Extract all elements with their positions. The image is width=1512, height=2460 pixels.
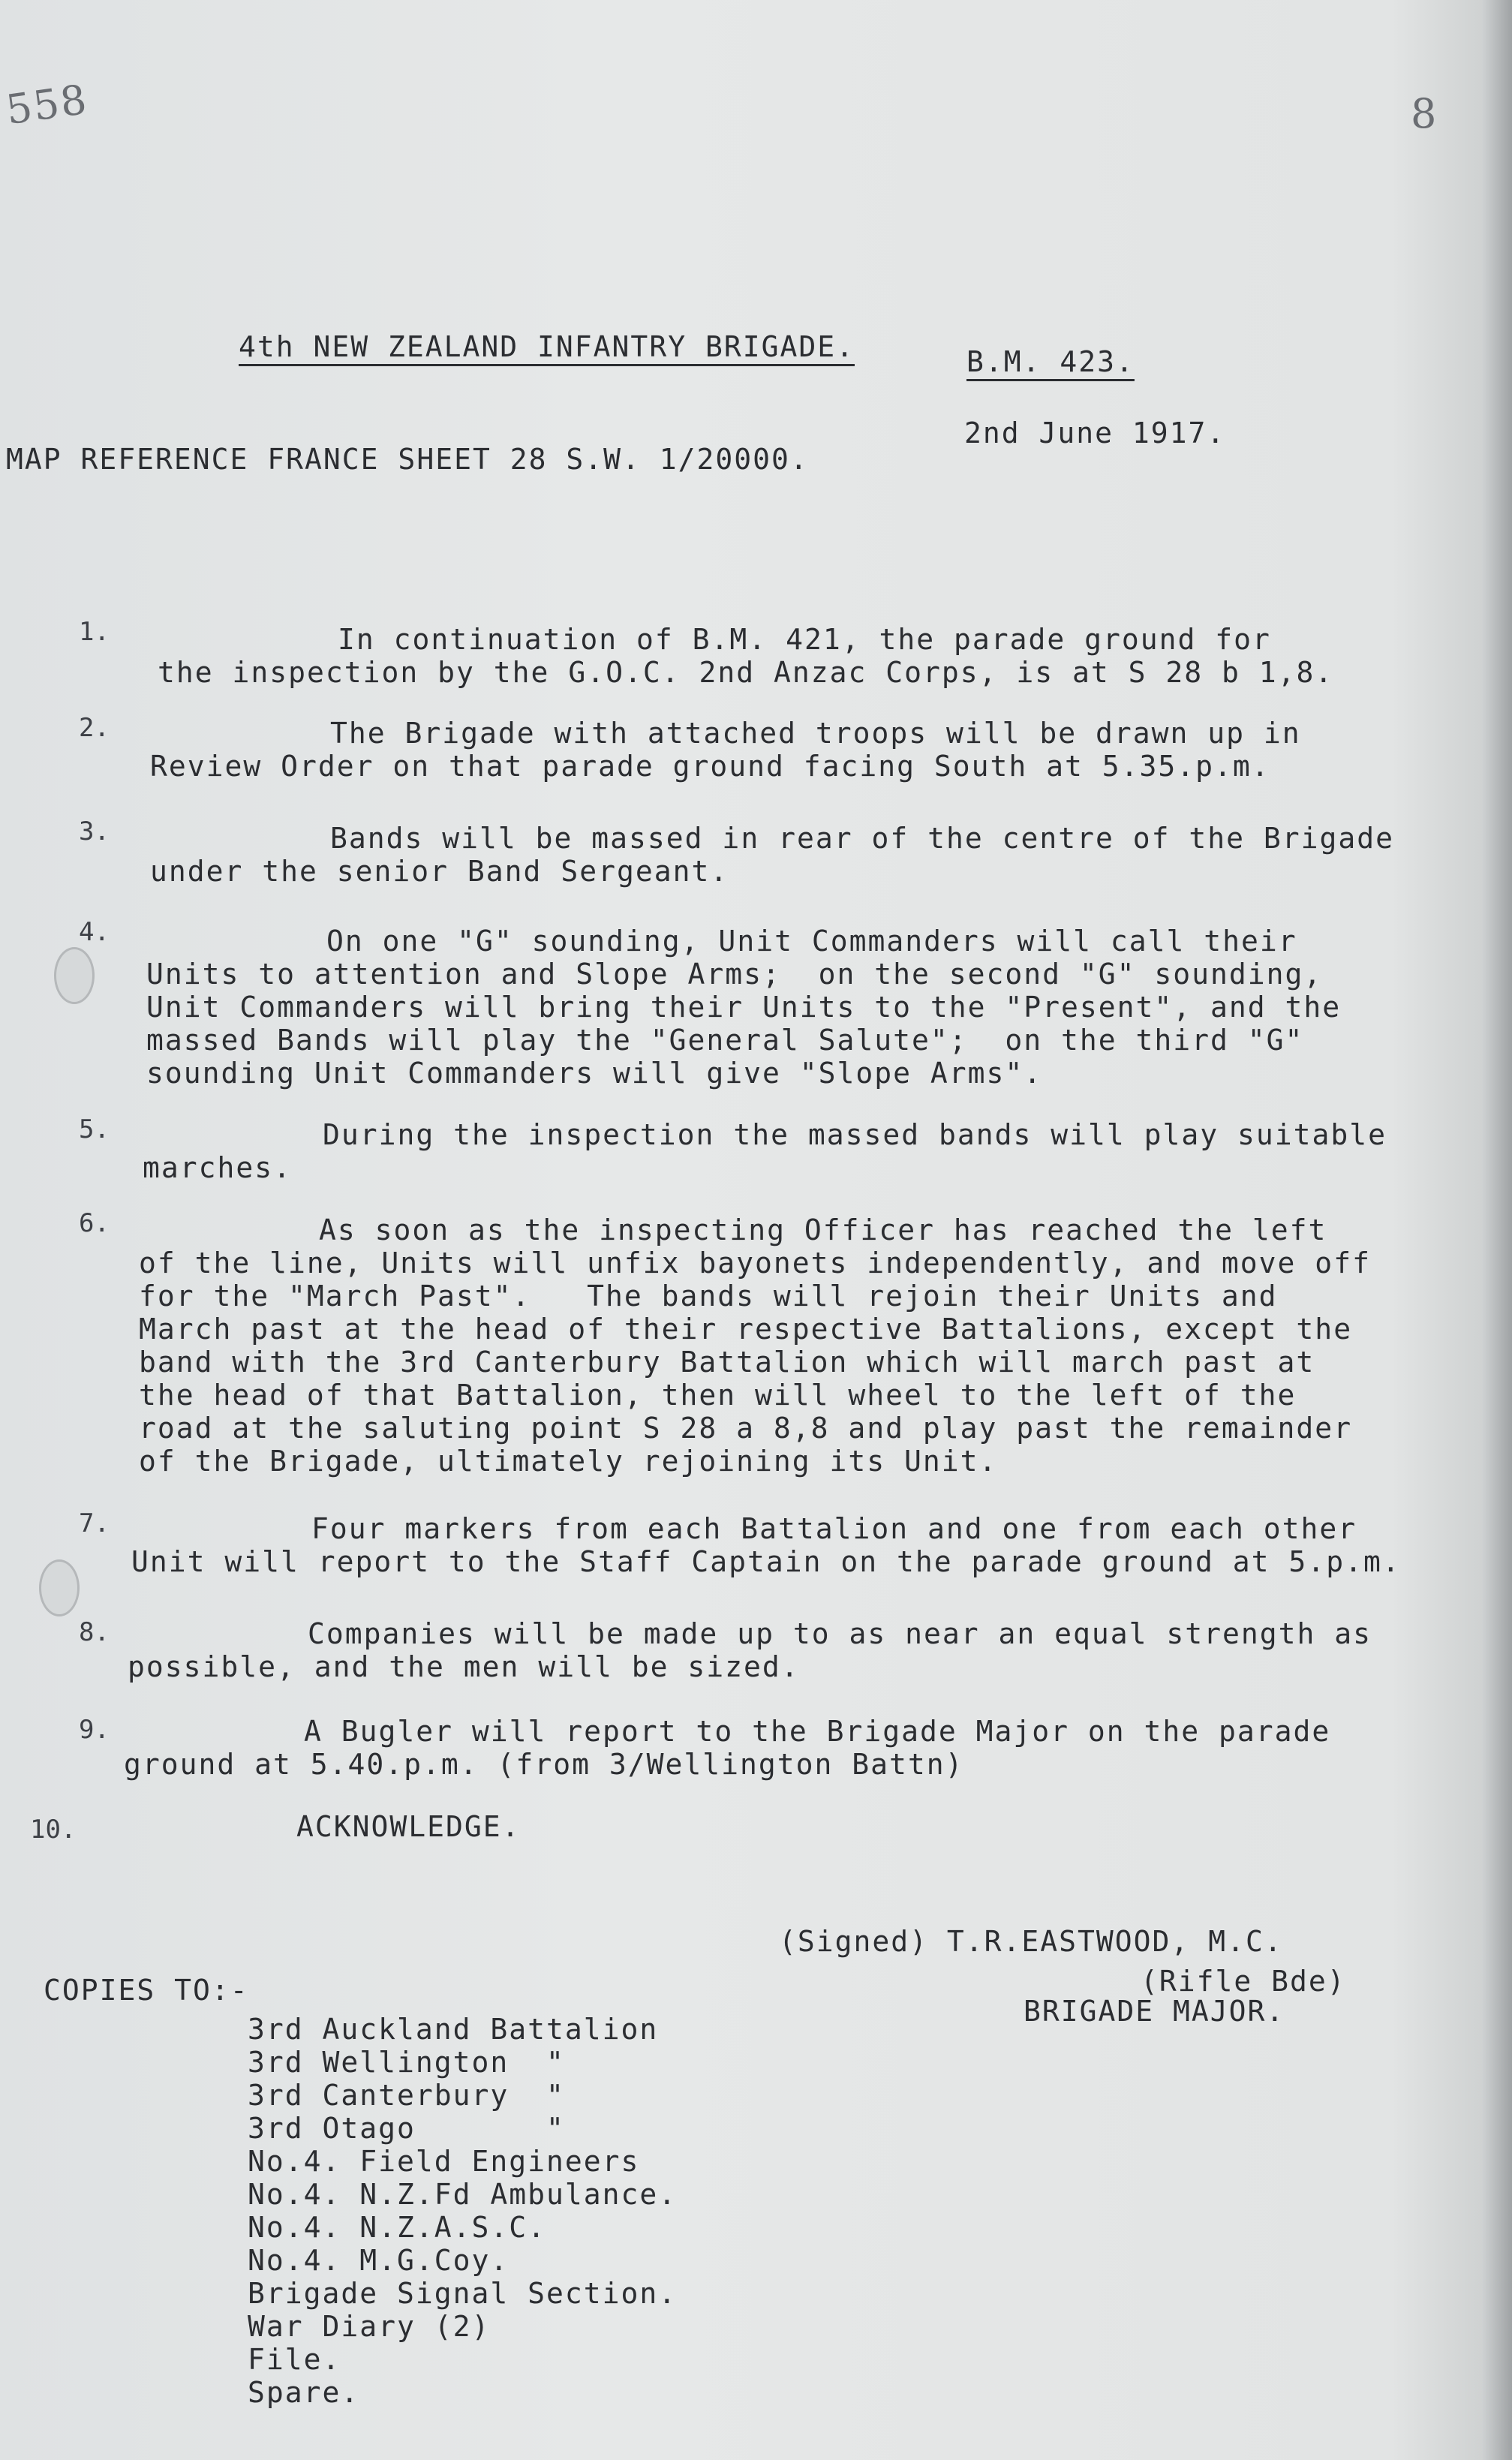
paragraph-line: Companies will be made up to as near an equal strength as xyxy=(308,1617,1372,1650)
unit-heading: 4th NEW ZEALAND INFANTRY BRIGADE. xyxy=(239,330,855,363)
paragraph-line: The Brigade with attached troops will be drawn up in xyxy=(330,717,1301,750)
map-reference: MAP REFERENCE FRANCE SHEET 28 S.W. 1/20000. xyxy=(6,443,809,476)
paragraph-line: massed Bands will play the "General Salute"; on the third "G" xyxy=(146,1024,1304,1057)
paragraph-number: 7. xyxy=(79,1508,110,1538)
signature-title: BRIGADE MAJOR. xyxy=(1024,1995,1285,2028)
punch-hole xyxy=(54,947,95,1004)
paragraph-number: 6. xyxy=(79,1208,110,1238)
copy-recipient: 3rd Auckland Battalion xyxy=(248,2013,659,2046)
page-edge xyxy=(1482,0,1512,2460)
paragraph-line: sounding Unit Commanders will give "Slope Arms". xyxy=(146,1057,1043,1090)
paragraph xyxy=(139,1213,1429,1478)
paragraph xyxy=(131,1512,1422,1578)
copy-recipient: File. xyxy=(248,2343,341,2376)
copy-recipient: 3rd Canterbury " xyxy=(248,2079,565,2112)
paragraph xyxy=(150,717,1441,783)
paragraph-number: 2. xyxy=(79,713,110,743)
paragraph-line: ACKNOWLEDGE. xyxy=(296,1810,521,1843)
paragraph-line: the head of that Battalion, then will wheel to the left of the xyxy=(139,1379,1297,1412)
paragraph-line: ground at 5.40.p.m. (from 3/Wellington Battn) xyxy=(124,1748,964,1781)
paragraph-line: road at the saluting point S 28 a 8,8 and play past the remainder xyxy=(139,1412,1353,1445)
paragraph xyxy=(128,1617,1418,1683)
paragraph-line: under the senior Band Sergeant. xyxy=(150,855,729,888)
paragraph-line: possible, and the men will be sized. xyxy=(128,1650,800,1683)
paragraph xyxy=(158,623,1448,689)
copy-recipient: No.4. M.G.Coy. xyxy=(248,2244,510,2277)
paragraph-line: for the "March Past". The bands will rejoin their Units and xyxy=(139,1280,1278,1313)
copy-recipient: No.4. N.Z.Fd Ambulance. xyxy=(248,2178,678,2211)
paragraph-number: 1. xyxy=(79,617,110,647)
paragraph xyxy=(143,1118,1433,1184)
paragraph-line: On one "G" sounding, Unit Commanders will call their xyxy=(326,925,1297,958)
document-date: 2nd June 1917. xyxy=(964,417,1226,450)
punch-hole xyxy=(39,1559,80,1616)
paragraph-number: 8. xyxy=(79,1617,110,1647)
paragraph-line: Unit will report to the Staff Captain on the parade ground at 5.p.m. xyxy=(131,1545,1401,1578)
page-number: 8 xyxy=(1411,90,1438,137)
signature-line: (Signed) T.R.EASTWOOD, M.C. xyxy=(779,1925,1283,1958)
paragraph xyxy=(150,822,1441,888)
paragraph-line: Review Order on that parade ground facing South at 5.35.p.m. xyxy=(150,750,1270,783)
copy-recipient: War Diary (2) xyxy=(248,2310,491,2343)
paragraph-line: In continuation of B.M. 421, the parade ground for xyxy=(338,623,1271,656)
paragraph-number: 3. xyxy=(79,816,110,847)
paragraph-line: March past at the head of their respective Battalions, except the xyxy=(139,1313,1353,1346)
paragraph-line: As soon as the inspecting Officer has reached the left xyxy=(319,1213,1327,1247)
paragraph-line: During the inspection the massed bands will play suitable xyxy=(323,1118,1387,1151)
paragraph-line: of the line, Units will unfix bayonets independently, and move off xyxy=(139,1247,1371,1280)
paragraph-number: 5. xyxy=(79,1114,110,1144)
copy-recipient: Spare. xyxy=(248,2376,360,2409)
paragraph-line: A Bugler will report to the Brigade Major on the parade xyxy=(304,1715,1331,1748)
folio-number: 558 xyxy=(3,75,91,134)
copy-recipient: Brigade Signal Section. xyxy=(248,2277,678,2310)
paragraph-line: band with the 3rd Canterbury Battalion which will march past at xyxy=(139,1346,1315,1379)
paragraph xyxy=(124,1715,1414,1781)
copy-recipient: No.4. Field Engineers xyxy=(248,2145,640,2178)
paragraph-line: Units to attention and Slope Arms; on the second "G" sounding, xyxy=(146,958,1323,991)
copies-list xyxy=(248,2013,677,2409)
paragraph-number: 10. xyxy=(30,1815,77,1845)
paragraph xyxy=(146,925,1437,1090)
copy-recipient: No.4. N.Z.A.S.C. xyxy=(248,2211,547,2244)
paragraph-line: the inspection by the G.O.C. 2nd Anzac Corps, is at S 28 b 1,8. xyxy=(158,656,1334,689)
copies-heading: COPIES TO:- xyxy=(44,1974,249,2007)
paragraph-line: Unit Commanders will bring their Units to the "Present", and the xyxy=(146,991,1342,1024)
copy-recipient: 3rd Otago " xyxy=(248,2112,565,2145)
paragraph xyxy=(124,1810,1414,1843)
reference-number: B.M. 423. xyxy=(966,345,1135,378)
paragraph-line: marches. xyxy=(143,1151,293,1184)
paragraph-line: Four markers from each Battalion and one from each other xyxy=(311,1512,1357,1545)
copy-recipient: 3rd Wellington " xyxy=(248,2046,565,2079)
paragraph-number: 9. xyxy=(79,1715,110,1745)
signature-unit: (Rifle Bde) xyxy=(1141,1965,1346,1998)
paragraph-line: Bands will be massed in rear of the centre of the Brigade xyxy=(330,822,1395,855)
paragraph-line: of the Brigade, ultimately rejoining its Unit. xyxy=(139,1445,998,1478)
paragraph-number: 4. xyxy=(79,917,110,947)
